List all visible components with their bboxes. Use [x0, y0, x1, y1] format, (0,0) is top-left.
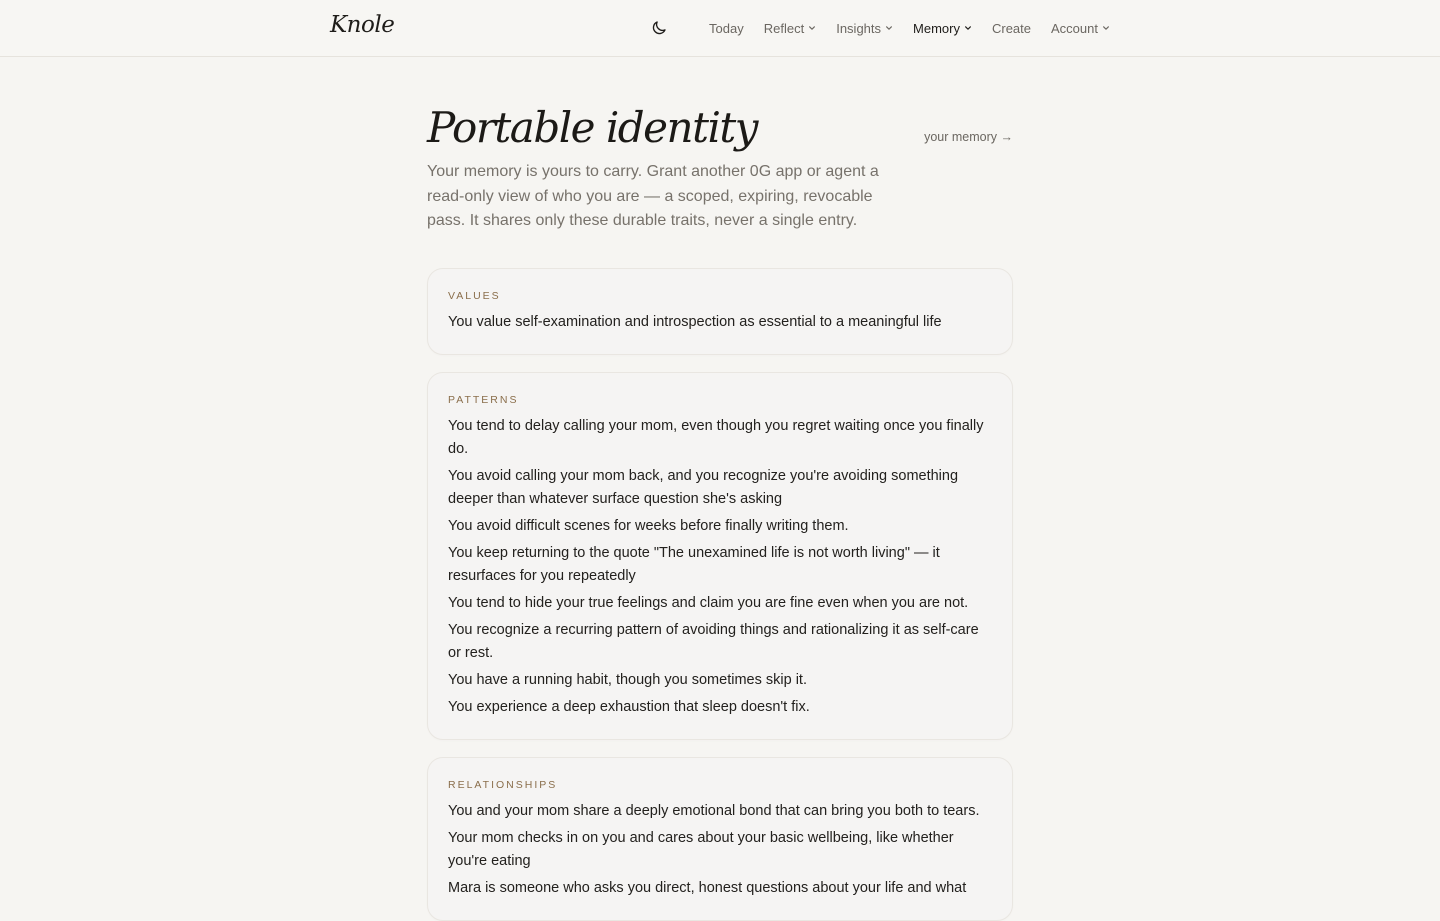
nav-insights[interactable]	[836, 21, 893, 36]
nav-memory[interactable]	[913, 21, 972, 36]
nav-label: Today	[709, 20, 744, 36]
trait-item: You avoid difficult scenes for weeks before finally writing them.	[448, 517, 849, 534]
trait-item: You tend to hide your true feelings and claim you are fine even when you are not.	[448, 594, 969, 611]
trait-item: You tend to delay calling your mom, even though you regret waiting once you finally do.	[448, 417, 984, 457]
trait-item: You experience a deep exhaustion that sleep doesn't fix.	[448, 698, 810, 715]
nav-label: Insights	[836, 20, 882, 36]
page-description: Your memory is yours to carry. Grant another 0G app or agent a read-only view of who you are — a scoped, expiring, revocable pass. It shares only these durable traits, never a single entry.	[427, 163, 879, 229]
trait-item: You have a running habit, though you sometimes skip it.	[448, 671, 807, 688]
relationships-card	[427, 757, 1013, 921]
trait-item: You value self-examination and introspection as essential to a meaningful life	[448, 313, 942, 330]
top-navigation-bar	[0, 0, 1440, 57]
patterns-card	[427, 372, 1013, 740]
trait-item: You avoid calling your mom back, and you recognize you're avoiding something deeper than whatever surface question she's asking	[448, 467, 959, 507]
main-nav	[649, 0, 1110, 56]
nav-today[interactable]	[709, 21, 744, 36]
chevron-down-icon	[808, 24, 816, 32]
values-card	[427, 268, 1013, 355]
nav-create[interactable]	[992, 21, 1031, 36]
nav-label: Account	[1051, 20, 1098, 36]
nav-label: Create	[991, 20, 1032, 36]
section-label: RELATIONSHIPS	[448, 778, 558, 791]
section-label: PATTERNS	[448, 393, 519, 406]
section-label: VALUES	[448, 289, 501, 302]
nav-reflect[interactable]	[764, 21, 816, 36]
trait-item: You keep returning to the quote "The unexamined life is not worth living" — it resurfaces for you repeatedly	[448, 544, 940, 584]
chevron-down-icon	[1102, 24, 1110, 32]
moon-icon[interactable]	[649, 18, 669, 38]
page-title: Portable identity	[427, 103, 758, 152]
trait-item: You recognize a recurring pattern of avoiding things and rationalizing it as self-care or rest.	[448, 621, 979, 661]
nav-account[interactable]	[1051, 21, 1110, 36]
your-memory-link[interactable]: your memory →	[924, 130, 1013, 144]
trait-item: Mara is someone who asks you direct, honest questions about your life and what	[448, 879, 967, 896]
app-logo[interactable]: Knole	[330, 12, 395, 38]
trait-item: Your mom checks in on you and cares about your basic wellbeing, like whether you're eating	[448, 829, 954, 869]
chevron-down-icon	[964, 24, 972, 32]
chevron-down-icon	[885, 24, 893, 32]
nav-label: Memory	[913, 20, 960, 36]
main-content	[427, 100, 1013, 921]
trait-item: You and your mom share a deeply emotional bond that can bring you both to tears.	[448, 802, 980, 819]
nav-label: Reflect	[763, 20, 805, 36]
